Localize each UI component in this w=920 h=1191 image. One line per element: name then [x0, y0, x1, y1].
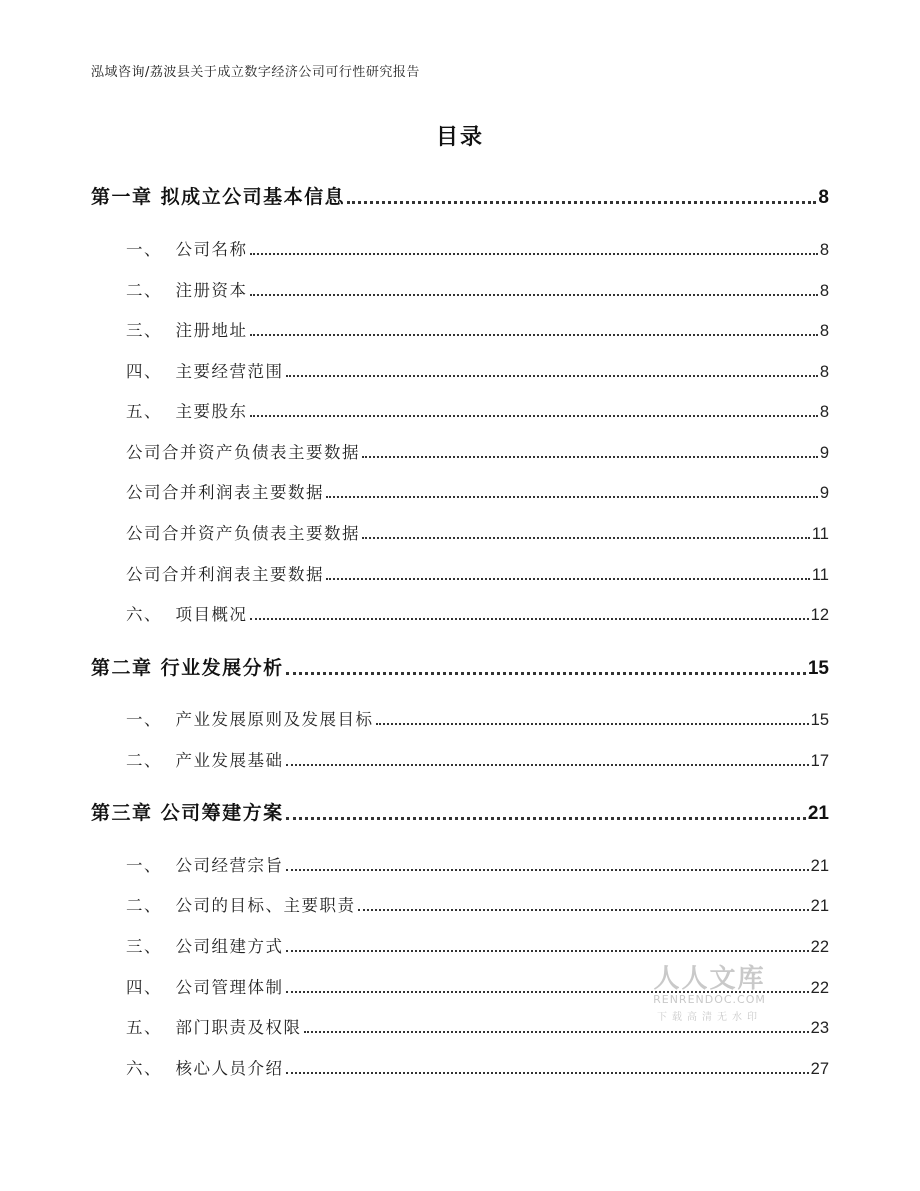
toc-entry[interactable] — [126, 892, 829, 916]
dot-leader — [358, 909, 809, 911]
page-title: 目录 — [435, 125, 484, 150]
dot-leader — [286, 1072, 809, 1074]
toc-page-number: 8 — [819, 322, 829, 340]
toc-page-number: 11 — [811, 525, 829, 543]
toc-label: 一、 公司经营宗旨 — [126, 856, 284, 875]
dot-leader — [326, 578, 810, 580]
toc-label: 五、 部门职责及权限 — [126, 1018, 302, 1037]
toc-label: 六、 项目概况 — [126, 605, 248, 624]
watermark-title: 人人文库 — [653, 964, 766, 994]
toc-page-number: 21 — [810, 897, 829, 915]
toc-label: 公司合并资产负债表主要数据 — [126, 443, 360, 462]
toc-page-number: 9 — [819, 444, 829, 462]
dot-leader — [286, 764, 809, 766]
toc-label: 二、 产业发展基础 — [126, 751, 284, 770]
toc-page-number: 27 — [810, 1060, 829, 1078]
toc-entry[interactable] — [126, 398, 829, 422]
dot-leader — [250, 334, 818, 336]
toc-page-number: 17 — [810, 752, 829, 770]
toc-label: 四、 主要经营范围 — [126, 362, 284, 381]
toc-label: 三、 注册地址 — [126, 321, 248, 340]
toc-label: 公司合并利润表主要数据 — [126, 483, 324, 502]
dot-leader — [304, 1031, 809, 1033]
dot-leader — [286, 869, 809, 871]
toc-page-number: 9 — [819, 484, 829, 502]
dot-leader — [250, 253, 818, 255]
toc-entry[interactable] — [91, 653, 829, 680]
watermark — [647, 958, 772, 1023]
toc-entry[interactable] — [126, 747, 829, 771]
toc-page-number: 8 — [819, 282, 829, 300]
toc-label: 三、 公司组建方式 — [126, 937, 284, 956]
toc-entry[interactable] — [126, 601, 829, 625]
toc-label: 一、 公司名称 — [126, 240, 248, 259]
watermark-url: RENRENDOC.COM — [653, 993, 766, 1006]
dot-leader — [250, 415, 818, 417]
toc-label: 四、 公司管理体制 — [126, 978, 284, 997]
dot-leader — [362, 537, 810, 539]
toc-page-number: 12 — [810, 606, 829, 624]
toc-entry[interactable] — [126, 358, 829, 382]
toc-entry[interactable] — [126, 479, 829, 503]
toc-entry[interactable] — [126, 1055, 829, 1079]
toc-entry[interactable] — [126, 439, 829, 463]
toc-page-number: 8 — [819, 241, 829, 259]
toc-label: 第三章 公司筹建方案 — [91, 802, 284, 824]
toc-page-number: 21 — [810, 857, 829, 875]
toc-entry[interactable] — [126, 852, 829, 876]
watermark-subtitle: 下载高清无水印 — [657, 1012, 762, 1023]
toc-entry[interactable] — [126, 277, 829, 301]
toc-label: 第一章 拟成立公司基本信息 — [91, 186, 346, 208]
running-header: 泓域咨询/荔波县关于成立数字经济公司可行性研究报告 — [91, 65, 420, 80]
toc-page-number: 8 — [819, 363, 829, 381]
toc-entry[interactable] — [91, 798, 829, 825]
toc-entry[interactable] — [126, 933, 829, 957]
dot-leader — [286, 375, 818, 377]
toc-page-number: 15 — [810, 711, 829, 729]
toc-entry[interactable] — [126, 706, 829, 730]
dot-leader — [362, 456, 818, 458]
toc-entry[interactable] — [126, 317, 829, 341]
toc-page-number: 11 — [811, 566, 829, 584]
toc-entry[interactable] — [91, 182, 829, 209]
toc-entry[interactable] — [126, 520, 829, 544]
dot-leader — [250, 618, 809, 620]
toc-entry[interactable] — [126, 236, 829, 260]
toc-entry[interactable] — [126, 561, 829, 585]
toc-label: 第二章 行业发展分析 — [91, 657, 284, 679]
dot-leader — [286, 672, 806, 675]
toc-page-number: 15 — [807, 658, 829, 679]
toc-page-number: 23 — [810, 1019, 829, 1037]
dot-leader — [326, 496, 818, 498]
toc-label: 公司合并利润表主要数据 — [126, 565, 324, 584]
toc-label: 一、 产业发展原则及发展目标 — [126, 710, 374, 729]
toc-page-number: 22 — [810, 938, 829, 956]
dot-leader — [286, 950, 809, 952]
toc-page-number: 8 — [819, 403, 829, 421]
toc-label: 五、 主要股东 — [126, 402, 248, 421]
dot-leader — [250, 294, 818, 296]
dot-leader — [376, 723, 809, 725]
dot-leader — [286, 817, 806, 820]
toc-page-number: 8 — [818, 187, 829, 208]
toc-label: 六、 核心人员介绍 — [126, 1059, 284, 1078]
toc-label: 二、 公司的目标、主要职责 — [126, 896, 356, 915]
toc-page-number: 22 — [810, 979, 829, 997]
toc-page-number: 21 — [807, 803, 829, 824]
toc-label: 公司合并资产负债表主要数据 — [126, 524, 360, 543]
toc-label: 二、 注册资本 — [126, 281, 248, 300]
dot-leader — [347, 201, 816, 204]
